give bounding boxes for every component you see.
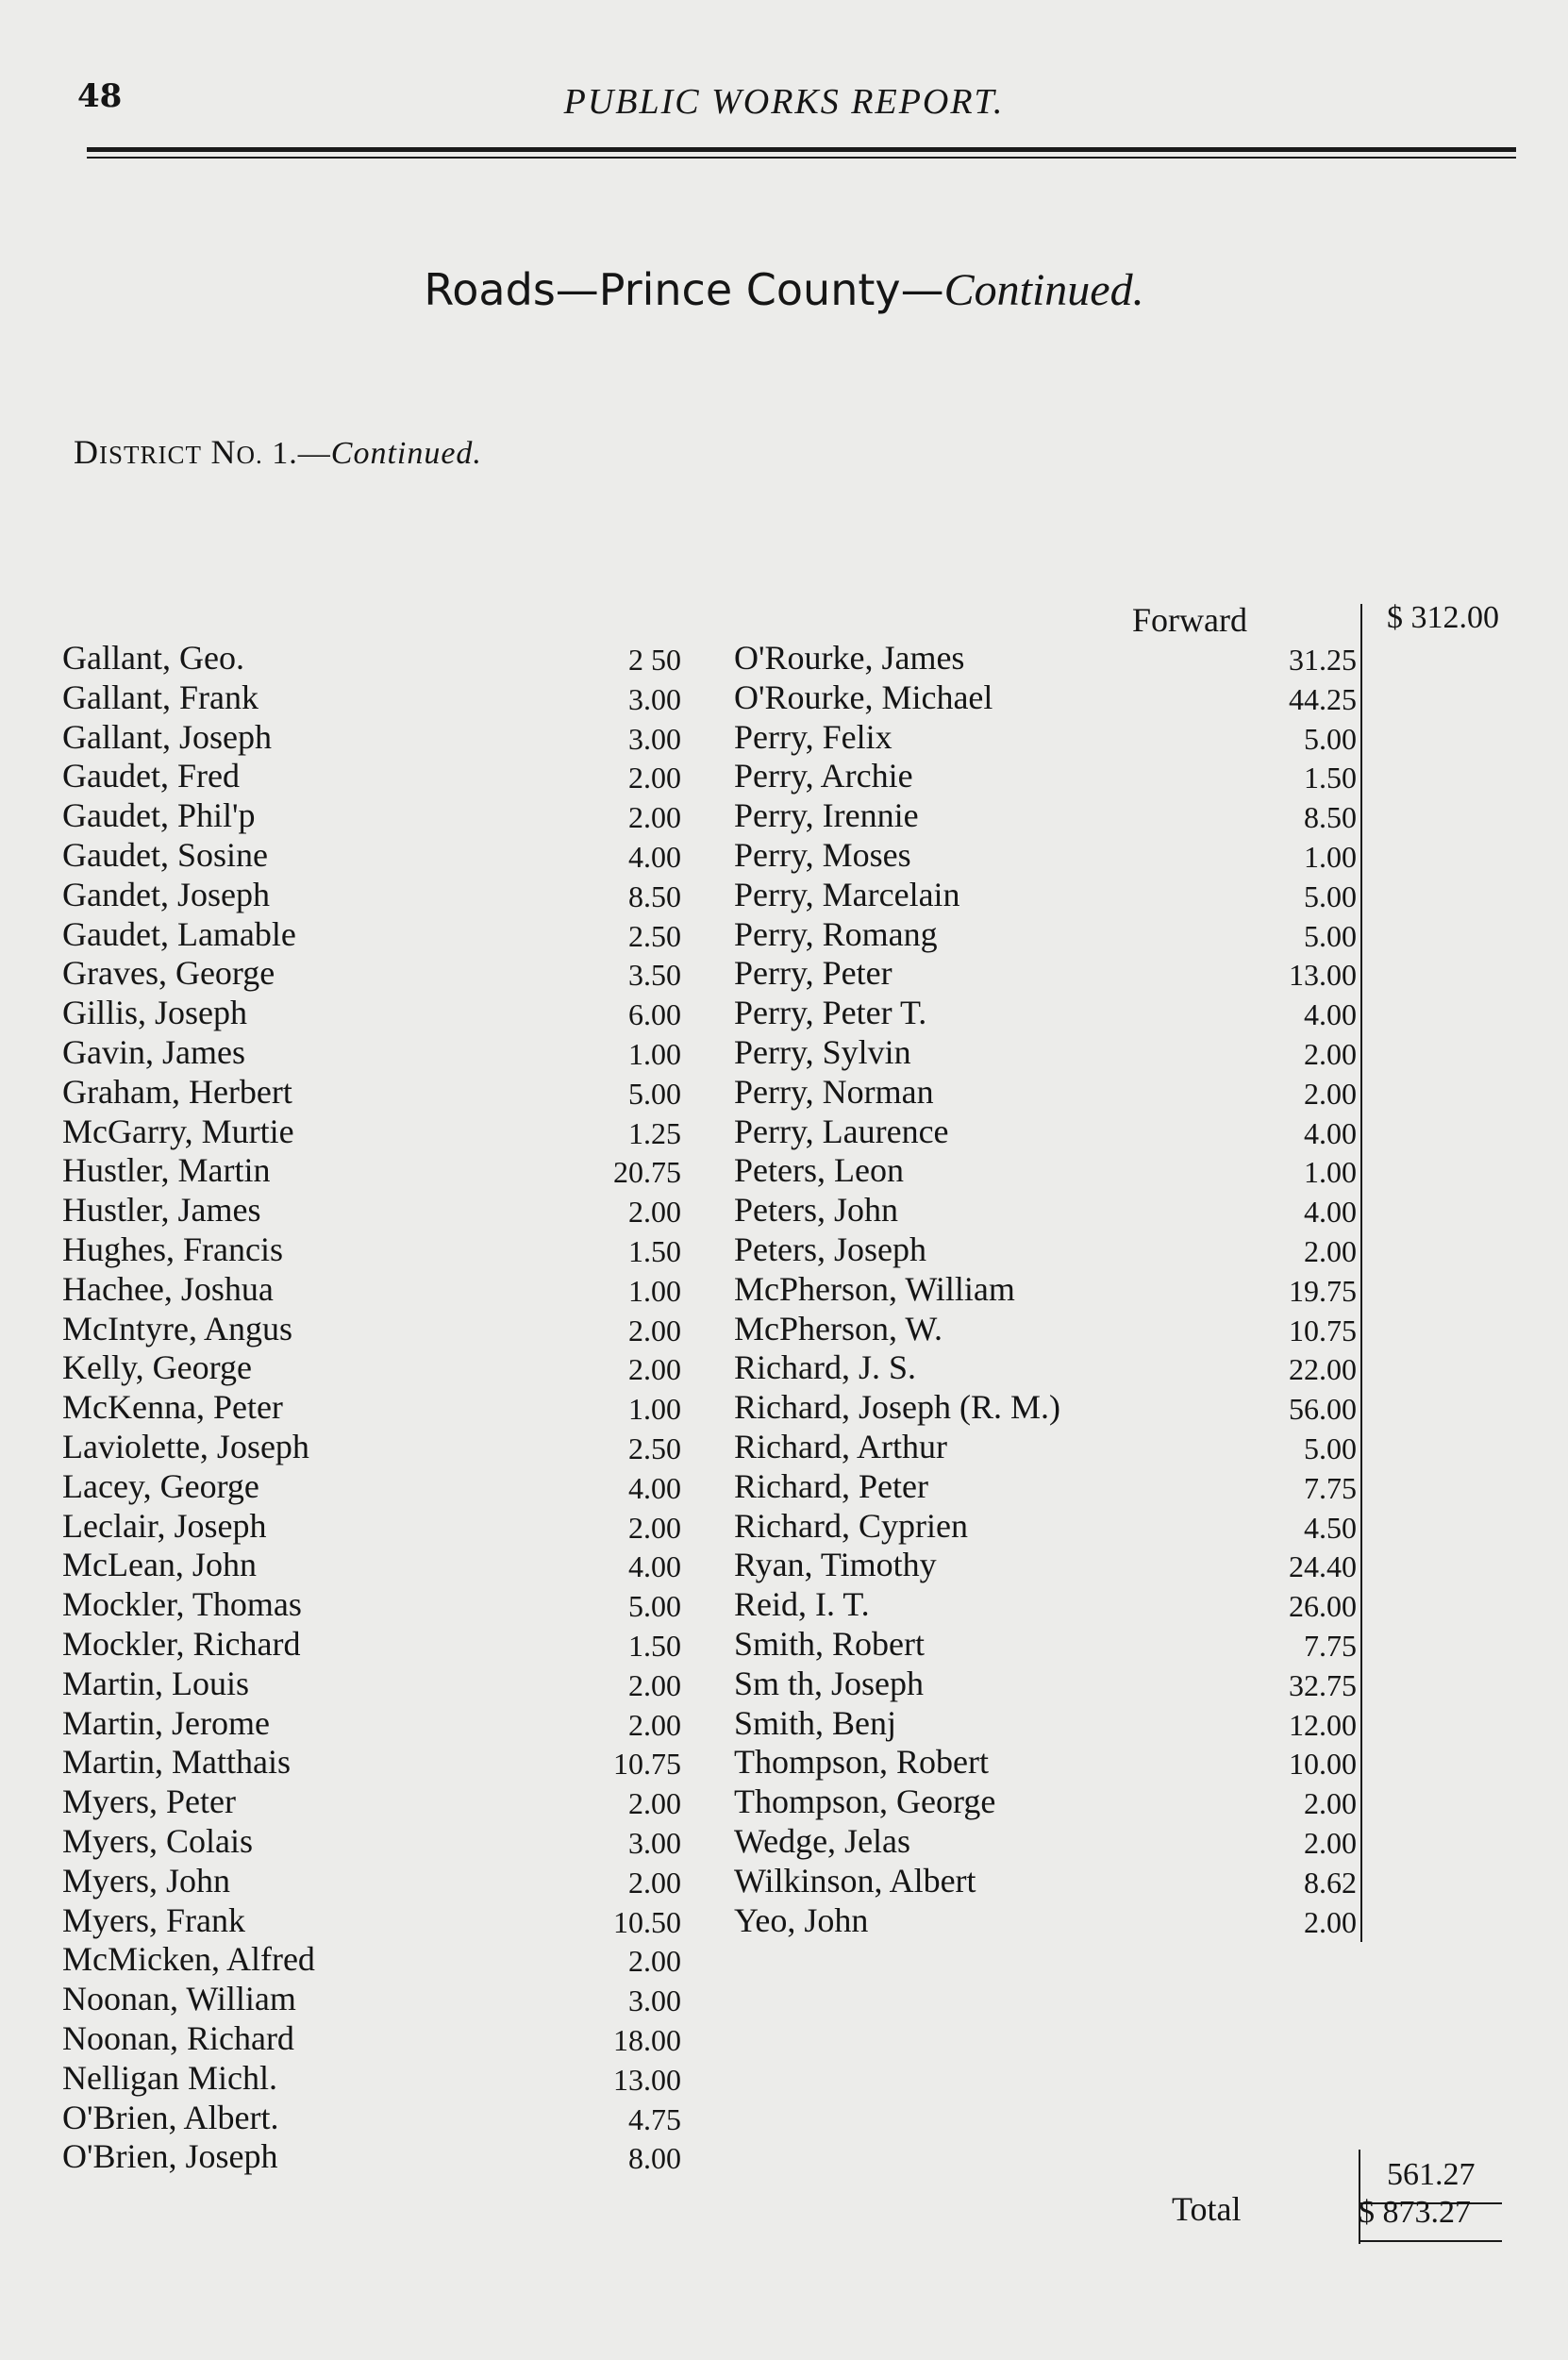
list-item-amount: 1.00 — [628, 1392, 681, 1427]
list-item-amount: 5.00 — [628, 1589, 681, 1624]
list-item-amount: 10.00 — [1289, 1747, 1357, 1782]
list-item-amount: 4.50 — [1304, 1510, 1357, 1545]
forward-label: Forward — [1132, 601, 1247, 639]
list-item-name: McLean, John — [62, 1546, 257, 1584]
list-item-amount: 2.00 — [628, 800, 681, 835]
list-item-amount: 2.00 — [628, 1667, 681, 1702]
list-item-name: Gavin, James — [62, 1033, 245, 1071]
list-item-amount: 8.50 — [1304, 800, 1357, 835]
list-item-name: Graham, Herbert — [62, 1072, 292, 1111]
list-item-amount: 8.62 — [1304, 1865, 1357, 1900]
list-item-name: Richard, Peter — [734, 1466, 928, 1505]
list-item-amount: 13.00 — [1289, 958, 1357, 993]
list-item-amount: 4.00 — [1304, 997, 1357, 1032]
page-number: 48 — [77, 77, 123, 115]
district-number: 1.— — [272, 436, 331, 471]
list-item-amount: 2.00 — [628, 1865, 681, 1900]
list-item-amount: 1.50 — [628, 1629, 681, 1663]
list-item-amount: 10.75 — [1289, 1313, 1357, 1347]
list-item-name: Perry, Archie — [734, 757, 913, 795]
list-item-name: Peters, Joseph — [734, 1230, 926, 1268]
list-item-amount: 1.00 — [628, 1037, 681, 1071]
list-item-amount: 1.00 — [1304, 1155, 1357, 1190]
total-label: Total — [1172, 2190, 1242, 2228]
list-item-amount: 4.00 — [1304, 1195, 1357, 1230]
list-item-name: Perry, Peter T. — [734, 994, 927, 1032]
list-item-name: Lacey, George — [62, 1466, 259, 1505]
list-item-amount: 1.50 — [628, 1234, 681, 1268]
list-item-amount: 26.00 — [1289, 1589, 1357, 1624]
district-no-first: N — [210, 433, 237, 471]
list-item-name: O'Brien, Albert. — [62, 2098, 279, 2136]
list-item-name: McGarry, Murtie — [62, 1112, 294, 1150]
list-item-name: McPherson, William — [734, 1269, 1015, 1308]
list-item-amount: 2.00 — [628, 1786, 681, 1821]
district-no-rest: O. — [236, 441, 263, 469]
list-item-name: Perry, Sylvin — [734, 1033, 911, 1071]
list-item-amount: 2.00 — [1304, 1076, 1357, 1111]
list-item-name: Smith, Benj — [734, 1703, 897, 1742]
list-item-name: O'Rourke, James — [734, 639, 965, 677]
list-item-name: Richard, Joseph (R. M.) — [734, 1388, 1060, 1427]
list-item-name: Martin, Louis — [62, 1664, 249, 1702]
list-item-name: Hustler, Martin — [62, 1151, 271, 1190]
list-item-name: Perry, Norman — [734, 1072, 934, 1111]
list-item-name: Ryan, Timothy — [734, 1546, 937, 1584]
list-item-amount: 13.00 — [613, 2062, 681, 2097]
list-item-name: Gallant, Joseph — [62, 717, 272, 756]
list-item-amount: 3.00 — [628, 721, 681, 756]
district-continued: Continued. — [330, 436, 482, 471]
list-item-amount: 2.00 — [628, 1707, 681, 1742]
list-item-name: Wilkinson, Albert — [734, 1861, 976, 1900]
list-item-name: O'Brien, Joseph — [62, 2137, 278, 2176]
list-item-name: Noonan, Richard — [62, 2019, 294, 2057]
header-rule-thin — [87, 157, 1516, 159]
list-item-amount: 5.00 — [1304, 721, 1357, 756]
total-rule — [1359, 2240, 1502, 2242]
list-item-name: Graves, George — [62, 954, 275, 993]
list-item-amount: 56.00 — [1289, 1392, 1357, 1427]
list-item-name: Smith, Robert — [734, 1625, 926, 1663]
list-item-amount: 2.00 — [1304, 1904, 1357, 1939]
list-item-name: Noonan, William — [62, 1980, 296, 2018]
list-item-amount: 4.75 — [628, 2101, 681, 2136]
list-item-name: Gandet, Joseph — [62, 875, 270, 913]
list-item-amount: 3.00 — [628, 1983, 681, 2018]
list-item-amount: 24.40 — [1289, 1549, 1357, 1584]
total-value: $ 873.27 — [1359, 2195, 1471, 2230]
list-item-name: Perry, Marcelain — [734, 875, 960, 913]
list-item-name: McPherson, W. — [734, 1309, 943, 1347]
district-first-letter: D — [74, 433, 99, 471]
list-item-amount: 2.00 — [1304, 1826, 1357, 1860]
list-item-name: Richard, J. S. — [734, 1348, 916, 1387]
list-item-name: Peters, John — [734, 1191, 898, 1230]
list-item-amount: 3.00 — [628, 681, 681, 716]
list-item-amount: 22.00 — [1289, 1352, 1357, 1387]
header-rule-thick — [87, 147, 1516, 152]
list-item-name: Leclair, Joseph — [62, 1506, 267, 1545]
list-item-amount: 8.00 — [628, 2141, 681, 2176]
list-item-name: Perry, Moses — [734, 836, 911, 874]
list-item-amount: 2.00 — [1304, 1234, 1357, 1268]
list-item-name: Richard, Arthur — [734, 1428, 947, 1465]
list-item-name: Gaudet, Phil'p — [62, 796, 256, 835]
amount-column-rule — [1360, 604, 1362, 1942]
list-item-amount: 1.00 — [1304, 840, 1357, 874]
list-item-name: Kelly, George — [62, 1348, 252, 1387]
list-item-amount: 2.00 — [1304, 1037, 1357, 1071]
list-item-amount: 4.00 — [628, 1549, 681, 1584]
list-item-name: Myers, Colais — [62, 1822, 253, 1860]
list-item-amount: 2.00 — [628, 1195, 681, 1230]
list-item-name: Martin, Jerome — [62, 1703, 270, 1742]
list-item-name: Gillis, Joseph — [62, 994, 248, 1032]
forward-value: $ 312.00 — [1387, 600, 1499, 635]
list-item-amount: 3.00 — [628, 1826, 681, 1860]
list-item-name: Laviolette, Joseph — [62, 1428, 309, 1465]
list-item-amount: 4.00 — [628, 840, 681, 874]
title-continued: Continued. — [943, 265, 1144, 315]
list-item-name: Hustler, James — [62, 1191, 261, 1230]
list-item-name: Perry, Laurence — [734, 1112, 949, 1150]
list-item-amount: 8.50 — [628, 879, 681, 913]
list-item-name: McMicken, Alfred — [62, 1940, 315, 1979]
list-item-amount: 12.00 — [1289, 1707, 1357, 1742]
list-item-name: Myers, Peter — [62, 1783, 236, 1821]
list-item-amount: 2 50 — [628, 643, 681, 677]
list-item-name: Thompson, Robert — [734, 1743, 989, 1782]
list-item-amount: 2.50 — [628, 918, 681, 953]
list-item-name: McKenna, Peter — [62, 1388, 283, 1427]
list-item-amount: 32.75 — [1289, 1667, 1357, 1702]
list-item-amount: 5.00 — [1304, 918, 1357, 953]
list-item-name: McIntyre, Angus — [62, 1309, 292, 1347]
list-item-name: Thompson, George — [734, 1783, 996, 1821]
list-item-amount: 2.00 — [628, 1510, 681, 1545]
list-item-amount: 6.00 — [628, 997, 681, 1032]
list-item-name: Reid, I. T. — [734, 1585, 870, 1624]
list-item-amount: 5.00 — [628, 1076, 681, 1111]
list-item-amount: 1.00 — [628, 1273, 681, 1308]
list-item-name: Myers, Frank — [62, 1900, 245, 1939]
list-item-name: Gallant, Geo. — [62, 639, 244, 677]
list-item-name: Myers, John — [62, 1861, 230, 1900]
list-item-name: Richard, Cyprien — [734, 1506, 968, 1545]
list-item-name: Yeo, John — [734, 1900, 869, 1939]
list-item-name: O'Rourke, Michael — [734, 678, 993, 716]
list-item-name: Perry, Romang — [734, 914, 938, 953]
list-item-amount: 4.00 — [1304, 1115, 1357, 1150]
list-item-amount: 19.75 — [1289, 1273, 1357, 1308]
list-item-amount: 31.25 — [1289, 643, 1357, 677]
district-heading — [74, 432, 482, 472]
list-item-amount: 5.00 — [1304, 1431, 1357, 1465]
list-item-name: Wedge, Jelas — [734, 1822, 911, 1860]
list-item-amount: 7.75 — [1304, 1629, 1357, 1663]
list-item-name: Mockler, Thomas — [62, 1585, 302, 1624]
list-item-amount: 2.00 — [628, 761, 681, 795]
list-item-amount: 2.00 — [628, 1944, 681, 1979]
list-item-name: Martin, Matthais — [62, 1743, 291, 1782]
list-item-name: Sm th, Joseph — [734, 1664, 925, 1702]
list-item-amount: 10.75 — [613, 1747, 681, 1782]
list-item-amount: 2.00 — [1304, 1786, 1357, 1821]
list-item-name: Perry, Felix — [734, 717, 892, 756]
list-item-name: Peters, Leon — [734, 1151, 904, 1190]
list-item-name: Nelligan Michl. — [62, 2058, 277, 2097]
subtotal-value: 561.27 — [1387, 2157, 1476, 2192]
list-item-amount: 7.75 — [1304, 1470, 1357, 1505]
list-item-amount: 5.00 — [1304, 879, 1357, 913]
list-item-name: Gaudet, Lamable — [62, 914, 296, 953]
list-item-amount: 10.50 — [613, 1904, 681, 1939]
list-item-amount: 4.00 — [628, 1470, 681, 1505]
list-item-amount: 18.00 — [613, 2023, 681, 2057]
list-item-name: Gaudet, Fred — [62, 757, 240, 795]
list-item-amount: 1.25 — [628, 1115, 681, 1150]
title-main: Roads—Prince County— — [424, 264, 944, 315]
list-item-amount: 44.25 — [1289, 681, 1357, 716]
list-item-name: Gaudet, Sosine — [62, 836, 268, 874]
list-item-amount: 2.50 — [628, 1431, 681, 1465]
list-item-amount: 2.00 — [628, 1352, 681, 1387]
list-item-amount: 20.75 — [613, 1155, 681, 1190]
list-item-amount: 3.50 — [628, 958, 681, 993]
list-item-name: Perry, Peter — [734, 954, 892, 993]
list-item-name: Perry, Irennie — [734, 796, 919, 835]
list-item-name: Mockler, Richard — [62, 1625, 301, 1663]
list-item-name: Gallant, Frank — [62, 678, 259, 716]
running-head: PUBLIC WORKS REPORT. — [563, 82, 1005, 122]
list-item-amount: 2.00 — [628, 1313, 681, 1347]
list-item-name: Hachee, Joshua — [62, 1269, 274, 1308]
district-rest: ISTRICT — [99, 441, 203, 469]
page-title — [0, 264, 1568, 316]
list-item-amount: 1.50 — [1304, 761, 1357, 795]
list-item-name: Hughes, Francis — [62, 1230, 283, 1268]
